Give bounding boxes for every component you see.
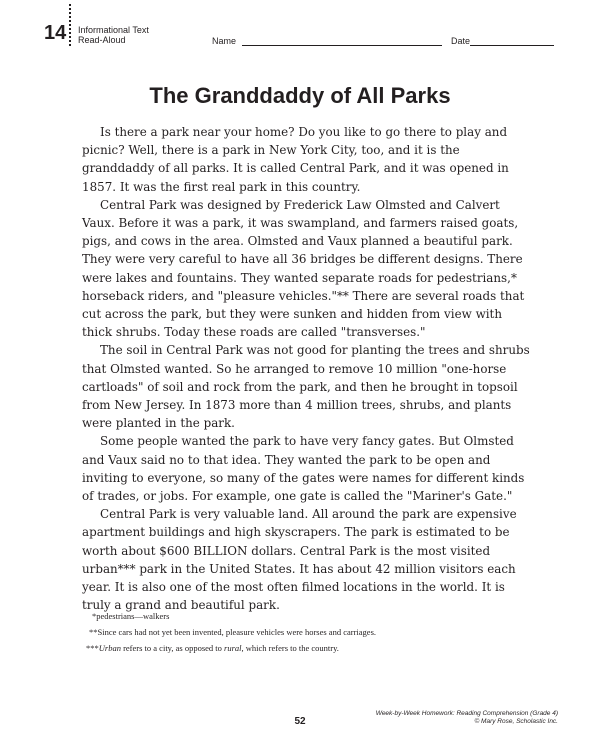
footnotes — [86, 608, 376, 656]
name-field-line[interactable] — [242, 45, 442, 46]
unit-type-line-1: Informational Text — [78, 25, 149, 35]
unit-type-label — [78, 25, 149, 45]
page-number: 52 — [294, 716, 306, 727]
paragraph-2: Central Park was designed by Frederick Law Olmsted and Calvert Vaux. Before it was a park, it was swampland, and farmers raised goats, pigs, and cows in the area. Olmsted and Vaux planned a beautiful park. They were very careful to have all 36 bridges be different designs. There were lakes and fountains. They wanted separate roads for pedestrians,* horseback riders, and "pleasure vehicles."** There are several roads that cut across the park, but they were sunken and hidden from view with thick shrubs. Today these roads are called "transverses." — [82, 197, 525, 340]
footnote-rural-term: rural — [224, 643, 242, 653]
story-text — [82, 123, 534, 614]
date-field-line[interactable] — [470, 45, 554, 46]
footnote-urban-term: Urban — [98, 643, 121, 653]
date-label: Date — [451, 36, 471, 46]
footnote-pleasure-vehicles: **Since cars had not yet been invented, pleasure vehicles were horses and carriages. — [89, 627, 376, 637]
paragraph-3: The soil in Central Park was not good for planting the trees and shrubs that Olmsted wanted. So he arranged to remove 10 million "one-horse cartloads" of soil and rock from the park, and then he brought in topsoil from New Jersey. In 1873 more than 4 million trees, shrubs, and plants were planted in the park. — [82, 343, 530, 431]
credit-line-2: © Mary Rose, Scholastic Inc. — [474, 718, 558, 725]
page-header — [0, 0, 600, 60]
footnote-urban — [86, 640, 376, 656]
credit-line-1: Week-by-Week Homework: Reading Comprehension (Grade 4) — [375, 710, 558, 717]
paragraph-5: Central Park is very valuable land. All around the park are expensive apartment buildings and high skyscrapers. The park is estimated to be worth about $600 BILLION dollars. Central Park is the most visited urban*** park in the United States. It has about 42 million visitors each year. It is also one of the most often filmed locations in the world. It is truly a grand and beautiful park. — [82, 507, 517, 613]
dotted-divider — [69, 4, 71, 46]
paragraph-1: Is there a park near your home? Do you like to go there to play and picnic? Well, there is a park in New York City, too, and it is the granddaddy of all parks. It is called Central Park, and it was opened in 1857. It was the first real park in this country. — [82, 125, 509, 194]
footnote-pedestrians: *pedestrians—walkers — [92, 611, 170, 621]
unit-type-line-2: Read-Aloud — [78, 35, 126, 45]
footnote-urban-prefix: *** — [86, 643, 99, 653]
paragraph-4: Some people wanted the park to have very fancy gates. But Olmsted and Vaux said no to that idea. They wanted the park to be open and inviting to everyone, so many of the gates were names for different kinds of trades, or jobs. For example, one gate is called the "Mariner's Gate." — [82, 434, 525, 504]
name-label: Name — [212, 36, 237, 46]
unit-number: 14 — [44, 22, 67, 44]
publisher-credits — [376, 710, 558, 726]
footnote-urban-mid: refers to a city, as opposed to — [120, 643, 225, 653]
footnote-urban-suffix: , which refers to the country. — [241, 643, 339, 653]
page-title: The Granddaddy of All Parks — [149, 83, 451, 108]
